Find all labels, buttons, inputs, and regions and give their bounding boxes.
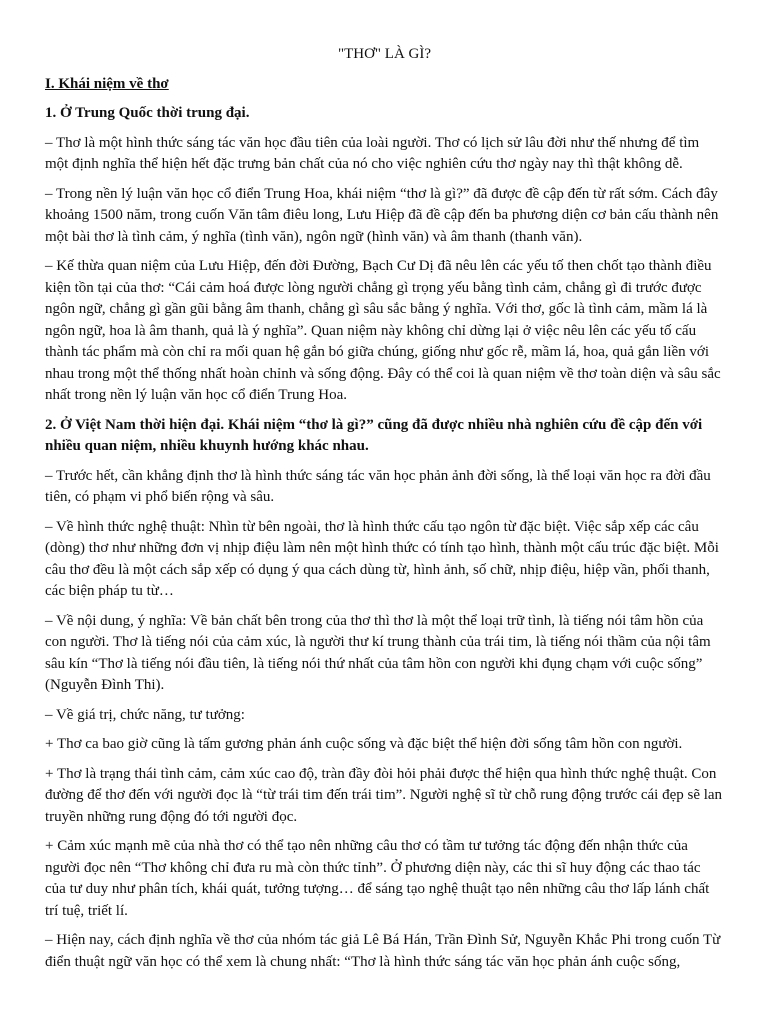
paragraph: – Thơ là một hình thức sáng tác văn học đầu tiên của loài người. Thơ có lịch sử lâu đời như thế nhưng để tìm một định nghĩa thể hiện hết đặc trưng bản chất của nó cho việc nghiên cứu thơ ngày nay thì thật không dễ. [45,134,700,172]
sub-heading-china: 1. Ở Trung Quốc thời trung đại. [45,105,250,121]
section-heading: I. Khái niệm về thơ [45,75,169,92]
paragraph: – Kế thừa quan niệm của Lưu Hiệp, đến đời Đường, Bạch Cư Dị đã nêu lên các yếu tố then chốt tạo thành điều kiện tồn tại của thơ: “Cái cảm hoá được lòng người chẳng gì trọng yếu bằng tình cảm, chẳng gì đi trước được ngôn ngữ, chẳng gì gần gũi bằng âm thanh, chẳng gì sâu sắc bằng ý nghĩa. Với thơ, gốc là tình cảm, mầm lá là ngôn ngữ, hoa là âm thanh, quả là ý nghĩa”. Quan niệm này không chỉ dừng lại ở việc nêu lên các yếu tố cấu thành tác phẩm mà còn chỉ ra mối quan hệ gắn bó giữa chúng, giống như gốc rễ, mầm lá, hoa, quả gắn liền với nhau trong một thể thống nhất hoàn chỉnh và sống động. Đây có thể coi là quan niệm về thơ toàn diện và sâu sắc nhất trong nền lý luận văn học cổ điển Trung Hoa. [45,258,721,403]
paragraph: – Hiện nay, cách định nghĩa về thơ của nhóm tác giả Lê Bá Hán, Trần Đình Sử, Nguyễn Khắc Phi trong cuốn Từ điển thuật ngữ văn học có thể xem là chung nhất: “Thơ là hình thức sáng tác văn học phản ánh cuộc sống, [45,932,721,970]
paragraph: – Về giá trị, chức năng, tư tưởng: [45,706,245,723]
paragraph: – Trong nền lý luận văn học cổ điển Trung Hoa, khái niệm “thơ là gì?” đã được đề cập đến từ rất sớm. Cách đây khoảng 1500 năm, trong cuốn Văn tâm điêu long, Lưu Hiệp đã đề cập đến ba phương diện cơ bản cấu thành nên một bài thơ là tình cảm, ý nghĩa (tình văn), ngôn ngữ (hình văn) và âm thanh (thanh văn). [45,185,719,245]
paragraph: + Thơ là trạng thái tình cảm, cảm xúc cao độ, tràn đầy đòi hỏi phải được thể hiện qua hình thức nghệ thuật. Con đường để thơ đến với người đọc là “từ trái tim đến trái tim”. Người nghệ sĩ từ chỗ rung động trước cái đẹp sẽ lan truyền những rung động đó tới người đọc. [45,765,723,825]
paragraph: – Trước hết, cần khẳng định thơ là hình thức sáng tác văn học phản ảnh đời sống, là thể loại văn học ra đời đầu tiên, có phạm vi phổ biến rộng và sâu. [45,467,711,505]
paragraph: + Cảm xúc mạnh mẽ của nhà thơ có thể tạo nên những câu thơ có tầm tư tưởng tác động đến nhận thức của người đọc nên “Thơ không chỉ đưa ru mà còn thức tỉnh”. Ở phương diện này, các thi sĩ huy động các thao tác của tư duy như phân tích, khái quát, tưởng tượng… để sáng tạo nghệ thuật tạo nên những câu thơ lấp lánh chất trí tuệ, triết lí. [45,838,710,919]
paragraph: – Về hình thức nghệ thuật: Nhìn từ bên ngoài, thơ là hình thức cấu tạo ngôn từ đặc biệt. Việc sắp xếp các câu (dòng) thơ như những đơn vị nhịp điệu làm nên một hình thức có tính tạo hình, thành một cấu trúc đặc biệt. Mỗi câu thơ đều là một cách sắp xếp có dụng ý qua cách dùng từ, hình ảnh, số chữ, nhịp điệu, hiệp vần, phối thanh, các biện pháp tu từ… [45,518,719,599]
document-title: "THƠ" LÀ GÌ? [337,46,432,62]
paragraph: + Thơ ca bao giờ cũng là tấm gương phản ánh cuộc sống và đặc biệt thể hiện đời sống tâm hồn con người. [45,736,683,752]
paragraph: – Về nội dung, ý nghĩa: Về bản chất bên trong của thơ thì thơ là một thể loại trữ tình, là tiếng nói tâm hồn của con người. Thơ là tiếng nói của cảm xúc, là người thư kí trung thành của trái tim, là tiếng nói thầm của nội tâm sâu kín “Thơ là tiếng nói đầu tiên, là tiếng nói thứ nhất của tâm hồn con người khi đụng chạm với cuộc sống” (Nguyễn Đình Thi). [45,612,711,693]
sub-heading-vietnam: 2. Ở Việt Nam thời hiện đại. Khái niệm “thơ là gì?” cũng đã được nhiều nhà nghiên cứu đề cập đến với nhiều quan niệm, nhiều khuynh hướng khác nhau. [45,416,703,454]
